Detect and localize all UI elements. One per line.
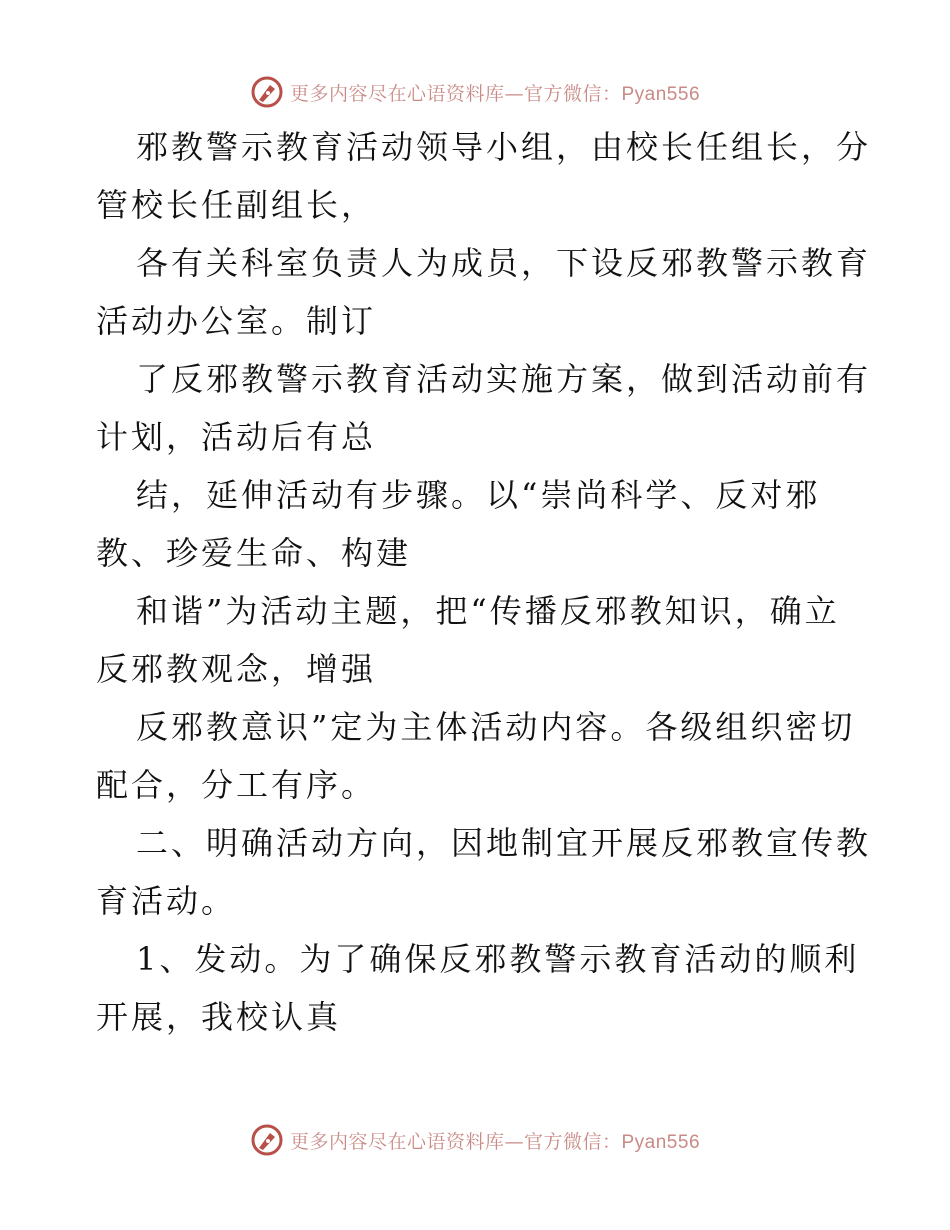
text-line: 了反邪教警示教育活动实施方案，做到活动前有 [136, 360, 872, 398]
pen-nib-circle-icon [250, 1123, 284, 1157]
pen-nib-circle-icon [250, 75, 284, 109]
text-line: 活动办公室。制订 [96, 302, 377, 340]
text-line: 反邪教观念，增强 [96, 650, 377, 688]
text-line: 教、珍爱生命、构建 [96, 534, 412, 572]
text-line: 结，延伸活动有步骤。以“崇尚科学、反对邪 [136, 476, 821, 514]
text-line: 邪教警示教育活动领导小组，由校长任组长，分 [136, 128, 872, 166]
text-line: 反邪教意识”定为主体活动内容。各级组织密切 [136, 708, 856, 746]
text-line: 各有关科室负责人为成员，下设反邪教警示教育 [136, 244, 872, 282]
watermark-text: 更多内容尽在心语资料库—官方微信：Pyan556 [289, 1130, 701, 1153]
text-line: 开展，我校认真 [96, 998, 342, 1036]
text-line: 管校长任副组长， [96, 186, 377, 224]
text-line: 1、发动。为了确保反邪教警示教育活动的顺利 [136, 940, 860, 978]
text-line: 和谐”为活动主题，把“传播反邪教知识，确立 [136, 592, 840, 630]
text-line: 配合，分工有序。 [96, 766, 377, 804]
document-body [96, 118, 872, 1046]
text-line: 育活动。 [96, 882, 237, 920]
watermark-text: 更多内容尽在心语资料库—官方微信：Pyan556 [289, 82, 701, 105]
header-watermark [0, 72, 950, 112]
text-line: 二、明确活动方向，因地制宜开展反邪教宣传教 [136, 824, 872, 862]
footer-watermark [0, 1120, 950, 1160]
text-line: 计划，活动后有总 [96, 418, 377, 456]
